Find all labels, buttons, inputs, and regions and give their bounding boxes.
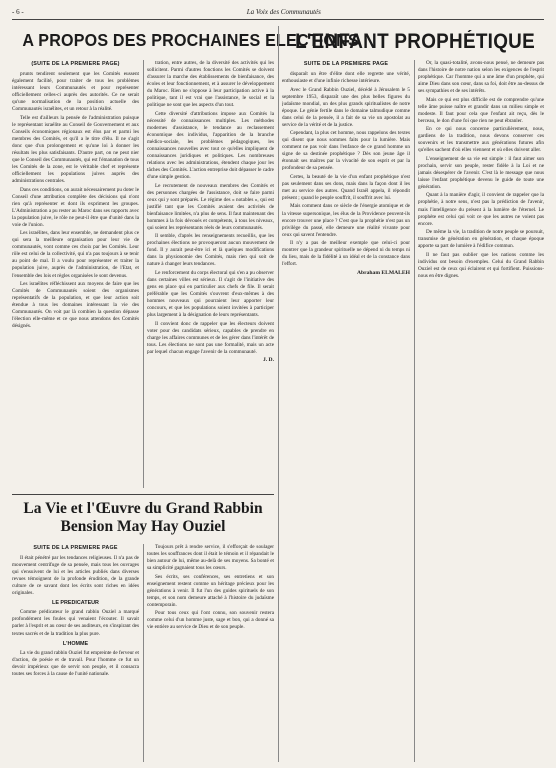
paragraph: Or, la quasi-totalité, avons-nous pensé, ne demeure pas dans l'histoire de notre nation selon les exigences de l'esprit prophétique. Car l'homme qui a une âme d'un prophète, qui aime Dieu dans son cœur, dans sa foi, doit être au-dessus de ses sympathies et de ses intérêts. <box>418 60 544 95</box>
subheading-predicateur: LE PREDICATEUR <box>52 600 99 607</box>
rabbin-column-1 <box>12 544 139 762</box>
paragraph: Le recrutement de nouveaux membres des Comités et des personnes chargées de l'assistance, doit se faire parmi ceux qui y sont préparés. Le régime des « notables », qui est justifié tant que les Comités avaient des activités de bienfaisance limitées, n'a plus de sens. Il faut maintenant des hommes à la fois dévoués et compétents, à tous les niveaux, qui soient les représentants réels de leurs communautés. <box>147 182 274 231</box>
paragraph: Comme prédicateur le grand rabbin Ouziel a marqué profondément les foules qui venaient l'écouter. Il savait parler à l'esprit et au cœur de ses auditeurs, en s'inspirant des textes sacrés et de la tradition la plus pure. <box>12 609 139 637</box>
paragraph: Il était pénétré par les tendances religieuses. Il n'a pas de mouvement centrifuge de sa pensée, mais tous les ouvrages qui s'ensuivent de lui et les articles publiés dans diverses revues témoignent de la profonde érudition, de la grande culture de ce savant dont les écrits sont riches en idées originales. <box>12 555 139 597</box>
elections-signature: J. D. <box>262 357 274 364</box>
newspaper-name: La Voix des Communautés <box>246 8 321 16</box>
paragraph: En ce qui nous concerne particulièrement, nous, gardiens de la tradition, nous devons conserver ces souvenirs et les transmettre aux générations futures afin qu'elles sachent d'où elles viennent et où elles doivent aller. <box>418 126 544 154</box>
paragraph: Il convient donc de rappeler que les électeurs doivent voter pour des candidats sérieux, capables de prendre en charge les affaires communes et de les gérer dans l'intérêt de tous. Les élections ne sont pas une formalité, mais un acte par lequel chacun engage l'avenir de la communauté. <box>147 320 274 355</box>
column-rule <box>143 544 144 762</box>
paragraph: prunts tendirent seulement que les Comités eussent également facilité, pour traiter de tous les problèmes intéressant leurs Communautés et pour représenter officiellement celles-ci auprès des autorités. Ce ne serait qu'une normalisation de la position actuelle des Communautés israélites, et un retour à la réalité. <box>12 71 139 113</box>
title-line-1: La Vie et l'Œuvre du Grand Rabbin <box>23 500 263 517</box>
paragraph: Il n'y a pas de meilleur exemple que celui-ci pour montrer que la grandeur spirituelle ne dépend ni du temps ni du lieu, mais de la fidélité à un idéal et de la constance dans l'effort. <box>282 240 410 268</box>
paragraph: Cette diversité d'attributions impose aux Comités la nécessité de connaissances multiples. Les méthodes modernes d'assistance, le tendance au reclassement économique des individus, l'apparition de la branche médico-sociale, les problèmes pédagogiques, les connaissances nouvelles avec tout ce qu'elles impliquent de connaissances juridiques et politiques. Les nombreuses relations avec les administrations, étendent chaque jour les tâches des Comités. L'action entreprise doit dépasser le cadre d'une simple gestion. <box>147 110 274 181</box>
paragraph: Dans ces conditions, on aurait nécessairement pu doter le Conseil d'une attribution complète des décisions qui n'ont rien qu'à représenter et dont ils expriment les groupes. L'Administration a pu rester au Maroc dans ses rapports avec la population juive, le rôle ne peut-il être que d'unité dans la voie de l'union. <box>12 186 139 228</box>
header-rule <box>12 19 544 20</box>
elections-column-2 <box>147 60 274 488</box>
page-center-rule <box>278 26 279 762</box>
paragraph: Avec le Grand Rabbin Ouziel, décédé à Jérusalem le 5 septembre 1953, disparaît une des plus belles figures du judaïsme mondial, un des plus grands spiritualistes de notre époque. Le génie fertile dans le domaine talmudique comme dans celui de la pensée, il a fait de sa vie un apostolat au service de la vérité et de la justice. <box>282 86 410 128</box>
prophetique-signature: Abraham ELMALEH <box>357 269 410 276</box>
paragraph: Il ne faut pas oublier que les nations comme les individus ont besoin d'exemples. Celui du Grand Rabbin Ouziel est de ceux qui éclairent et qui fortifient. Puissions-nous en être dignes. <box>418 251 544 279</box>
prophetique-column-1 <box>282 60 410 762</box>
paragraph: Pour tous ceux qui l'ont connu, son souvenir restera comme celui d'un homme juste, sage et bon, qui a donné sa vie entière au service de Dieu et de son peuple. <box>147 610 274 631</box>
paragraph: Certes, la beauté de la vie d'un enfant prophétique n'est pas seulement dans ses dons, mais dans la façon dont il les met au service des autres. Quand Israël appela, il répondit présent ; quand le peuple souffrit, il souffrit avec lui. <box>282 173 410 202</box>
paragraph: L'enseignement de sa vie est simple : il faut aimer son prochain, servir son peuple, rester fidèle à la Loi et ne jamais désespérer de l'avenir. C'est là le message que nous laisse l'enfant prophétique devenu le guide de toute une génération. <box>418 155 544 190</box>
paragraph: De même la vie, la tradition de notre peuple se poursuit, transmise de génération en génération, et chaque époque apporte sa part de lumière à l'édifice commun. <box>418 229 544 250</box>
elections-column-1 <box>12 60 139 488</box>
prophetique-continued-label: SUITE DE LA PREMIERE PAGE <box>303 61 389 67</box>
article-title-elections: A PROPOS DES PROCHAINES ELECTIONS <box>22 30 359 50</box>
rabbin-continued-label: SUITE DE LA PREMIERE PAGE <box>33 545 118 551</box>
paragraph: Quant à la manière d'agir, il convient de rappeler que la prophétie, à notre sens, n'est pas la prédiction de l'avenir, mais l'intelligence du présent à la lumière de l'éternel. Le prophète est celui qui voit ce que les autres ne voient pas encore. <box>418 192 544 227</box>
paragraph: Telle est d'ailleurs la pensée de l'administration puisque le représentant israélite au Conseil de Gouvernement et aux Conseils économiques régionaux est élus par et parmi les membres des Comités, et qu'il a le titre d'élu. Il ne s'agit donc que d'un prolongement et qu'une loi à donner les résultats les plus satisfaisants. D'autre part, on ne peut nier que le Conseil des Communautés, qui est l'émanation de tous les Comités de la zone, est le véritable chef et représente officiellement les populations juives auprès des administrations centrales. <box>12 114 139 185</box>
column-rule <box>143 60 144 488</box>
prophetique-column-2 <box>418 60 544 762</box>
paragraph: Mais comment dans ce siècle de l'énergie atomique et de la vitesse supersonique, les élus de la Providence peuvent-ils encore trouver une place ? C'est que la prophétie n'est pas un privilège du passé, elle demeure une réalité vivante pour ceux qui savent l'entendre. <box>282 203 410 238</box>
paragraph: Il semble, d'après les renseignements recueillis, que les prochaines élections ne provoqueront aucun mouvement de fond. Il y aurait peut-être ici et là quelques modifications dans la physionomie des Comités, mais rien qui soit de nature à changer leurs tendances. <box>147 233 274 268</box>
article-title-grand-rabbin <box>12 500 274 536</box>
paragraph: Les israélites réfléchissent aux moyens de faire que les Comités de Communautés soient des organismes représentatifs de la population, et que leur action soit étendue à tous les domaines intéressant la vie des Communautés. On voit par là combien la question dépasse l'élection elle-même et ce que nous attendons des Comités désignés. <box>12 280 139 330</box>
article-separator <box>12 494 274 495</box>
paragraph: La vie du grand rabbin Ouziel fut empreinte de ferveur et d'action, de poésie et de travail. Pour l'homme ce fut un devoir impérieux que de servir son peuple, et il consacra toutes ses forces à la cause de l'unité nationale. <box>12 649 139 677</box>
paragraph: tration, entre autres, de la diversité des activités qui les sollicitent. Parmi d'autres fonctions les Comités se doivent d'assurer la marche des établissements de bienfaisance, des écoles et leur fonctionnement, et à assurer le développement du Maroc. Rien ne s'oppose à leur participation active à la politique, tant il est vrai que l'assistance, le social et la politique ne sont que les aspects d'un tout. <box>147 60 274 109</box>
elections-continued-label: (SUITE DE LA PREMIERE PAGE) <box>31 61 120 67</box>
running-head <box>12 6 544 18</box>
paragraph: disparaît un être d'élite dont elle regrette une vérité, enthousiaste et d'une infinie richesse intérieure. <box>282 71 410 85</box>
page-number: - 6 - <box>12 8 24 16</box>
paragraph: Ses écrits, ses conférences, ses entretiens et son enseignement restent comme un héritage précieux pour les générations à venir. Il fut l'un des guides spirituels de son temps, et son nom demeure attaché à l'histoire du judaïsme contemporain. <box>147 573 274 608</box>
paragraph: Les israélites, dans leur ensemble, ne demandent plus ce qui sera la meilleure organisation pour leur vie de communautés, vont comme ces choix par les Comités. Leur rôle est celui de la collectivité, qui n'a pas toujours à se tenir au point de mal. Il a voulu pour représenter et traiter la population juive, auprès de l'administration, de l'Etat, et l'ensemble des lois et règles organisées le sont devenus. <box>12 230 139 279</box>
paragraph: Mais ce qui est plus difficile est de comprendre qu'une telle âme puisse naître et grandir dans un milieu simple et modeste. Il faut pour cela que l'enfant ait reçu, dès le berceau, le don d'une foi que rien ne peut ébranler. <box>418 96 544 124</box>
article-title-enfant-prophetique: L'ENFANT PROPHÉTIQUE <box>295 30 535 53</box>
paragraph: Cependant, la plus cet homme, nous rappelons des textes qui disent que nous sommes faits pour la lumière. Mais comment ne pas voir dans l'enfance de ce grand homme un signe de sa destinée prophétique ? Dès son jeune âge il étonnait ses maîtres par la vivacité de son esprit et par la profondeur de sa pensée. <box>282 130 410 172</box>
paragraph: Toujours prêt à rendre service, il s'efforçait de soulager toutes les souffrances dont il était le témoin et il répandait le bien autour de lui, même au-delà de ses moyens. Sa bonté et sa simplicité gagnaient tous les cœurs. <box>147 544 274 572</box>
paragraph: Le renforcement du corps électoral qui s'en a pu observer dans certaines villes est sérieux. Il s'agit de l'initiative des gens en place qui en particulier aux chefs de file. Il serait préférable que les Comités s'ouvrent d'eux-mêmes à des hommes nouveaux qui pourraient leur apporter leur concours, et que les populations soient invitées à participer plus largement à la désignation de leurs représentants. <box>147 269 274 319</box>
column-rule <box>414 60 415 762</box>
rabbin-column-2 <box>147 544 274 762</box>
title-line-2: Bension May Hay Ouziel <box>60 518 226 535</box>
subheading-homme: L'HOMME <box>62 640 89 647</box>
